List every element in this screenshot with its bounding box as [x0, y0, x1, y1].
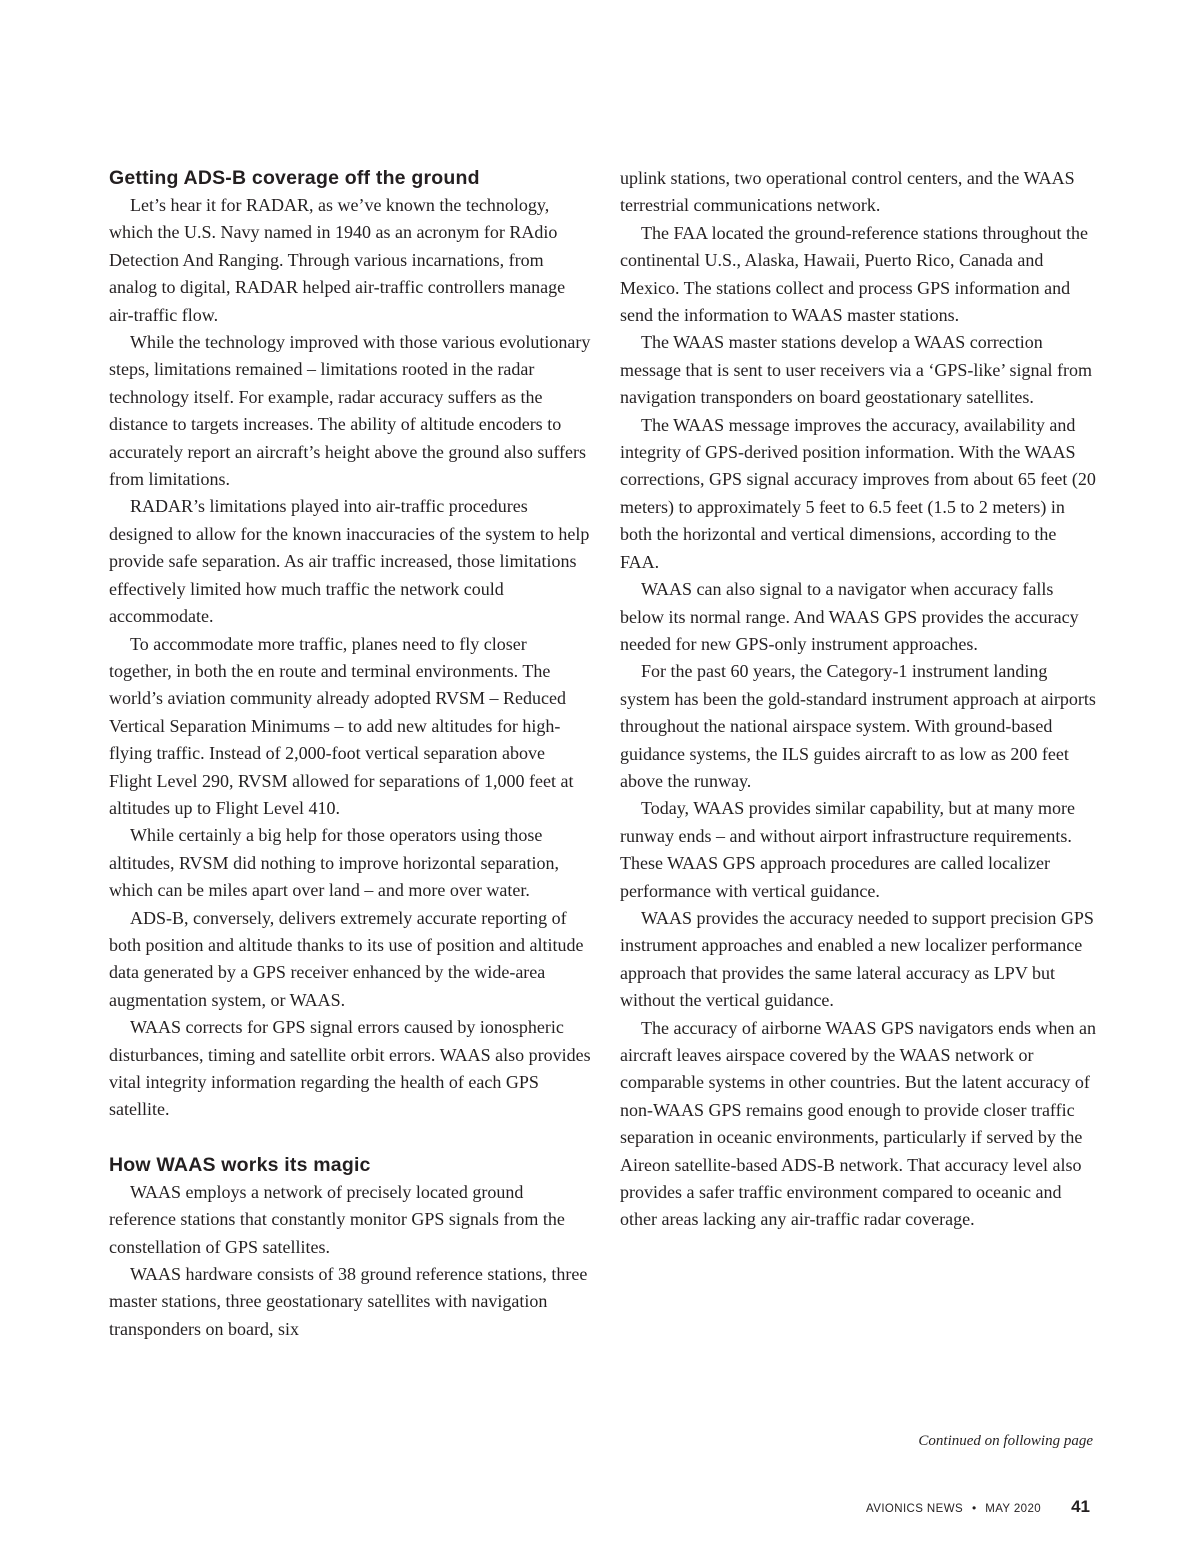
- body-paragraph: While the technology improved with those various evolutionary steps, limitations remained – limitations rooted in the radar technology itself. For example, radar accuracy suffers as the distance to targets increases. The ability of altitude encoders to accurately report an aircraft’s height above the ground also suffers from limitations.: [109, 332, 591, 490]
- footer-bullet: •: [972, 1501, 977, 1515]
- left-column: [109, 165, 591, 1343]
- body-paragraph: For the past 60 years, the Category-1 instrument landing system has been the gold-standard instrument approach at airports throughout the national airspace system. With ground-based guidance systems, the ILS guides aircraft to as low as 200 feet above the runway.: [620, 661, 1096, 791]
- body-paragraph: While certainly a big help for those operators using those altitudes, RVSM did nothing to improve horizontal separation, which can be miles apart over land – and more over water.: [109, 825, 559, 901]
- body-paragraph: WAAS corrects for GPS signal errors caused by ionospheric disturbances, timing and satellite orbit errors. WAAS also provides vital integrity information regarding the health of each GPS satellite.: [109, 1017, 591, 1120]
- body-paragraph-continuation: uplink stations, two operational control centers, and the WAAS terrestrial communications network.: [620, 168, 1075, 216]
- page-footer: [866, 1497, 1090, 1517]
- issue-date: MAY 2020: [985, 1503, 1042, 1515]
- body-paragraph: ADS-B, conversely, delivers extremely accurate reporting of both position and altitude thanks to its use of position and altitude data generated by a GPS receiver enhanced by the wide-area augmentation system, or WAAS.: [109, 907, 584, 1010]
- section-heading-waas-magic: How WAAS works its magic: [109, 1153, 371, 1176]
- body-paragraph: Let’s hear it for RADAR, as we’ve known the technology, which the U.S. Navy named in 1940 as an acronym for RAdio Detection And Ranging. Through various incarnations, from analog to digital, RADAR helped air-traffic controllers manage air-traffic flow.: [109, 195, 566, 325]
- publication-name: AVIONICS NEWS: [866, 1503, 964, 1515]
- section-heading-adsb-coverage: Getting ADS-B coverage off the ground: [109, 167, 480, 189]
- body-paragraph: The FAA located the ground-reference stations throughout the continental U.S., Alaska, Hawaii, Puerto Rico, Canada and Mexico. The stations collect and process GPS information and send the information to WAAS master stations.: [620, 222, 1089, 326]
- body-paragraph: The WAAS message improves the accuracy, availability and integrity of GPS-derived position information. With the WAAS corrections, GPS signal accuracy improves from about 65 feet (20 meters) to approximately 5 feet to 6.5 feet (1.5 to 2 meters) in both the horizontal and vertical dimensions, according to the FAA.: [620, 414, 1096, 572]
- body-paragraph: Today, WAAS provides similar capability, but at many more runway ends – and without airport infrastructure requirements. These WAAS GPS approach procedures are called localizer performance with vertical guidance.: [620, 798, 1075, 901]
- body-paragraph: WAAS hardware consists of 38 ground reference stations, three master stations, three geostationary satellites with navigation transponders on board, six: [109, 1264, 588, 1339]
- body-paragraph: WAAS can also signal to a navigator when accuracy falls below its normal range. And WAAS GPS provides the accuracy needed for new GPS-only instrument approaches.: [620, 579, 1079, 654]
- body-paragraph: The WAAS master stations develop a WAAS correction message that is sent to user receivers via a ‘GPS-like’ signal from navigation transponders on board geostationary satellites.: [620, 332, 1093, 408]
- continued-note: Continued on following page: [918, 1433, 1093, 1449]
- page-number: 41: [1071, 1497, 1090, 1516]
- right-column: [620, 165, 1098, 1234]
- body-paragraph: To accommodate more traffic, planes need to fly closer together, in both the en route and terminal environments. The world’s aviation community already adopted RVSM – Reduced Vertical Separation Minimums – to add new altitudes for high-flying traffic. Instead of 2,000-foot vertical separation above Flight Level 290, RVSM allowed for separations of 1,000 feet at altitudes up to Flight Level 410.: [109, 633, 574, 818]
- body-paragraph: The accuracy of airborne WAAS GPS navigators ends when an aircraft leaves airspace covered by the WAAS network or comparable systems in other countries. But the latent accuracy of non-WAAS GPS remains good enough to provide closer traffic separation in oceanic environments, particularly if served by the Aireon satellite-based ADS-B network. That accuracy level also provides a safer traffic environment compared to oceanic and other areas lacking any air-traffic radar coverage.: [620, 1017, 1097, 1230]
- body-paragraph: RADAR’s limitations played into air-traffic procedures designed to allow for the known inaccuracies of the system to help provide safe separation. As air traffic increased, those limitations effectively limited how much traffic the network could accommodate.: [109, 496, 590, 627]
- body-paragraph: WAAS provides the accuracy needed to support precision GPS instrument approaches and enabled a new localizer performance approach that provides the same lateral accuracy as LPV but without the vertical guidance.: [620, 907, 1094, 1011]
- body-paragraph: WAAS employs a network of precisely located ground reference stations that constantly monitor GPS signals from the constellation of GPS satellites.: [109, 1181, 565, 1257]
